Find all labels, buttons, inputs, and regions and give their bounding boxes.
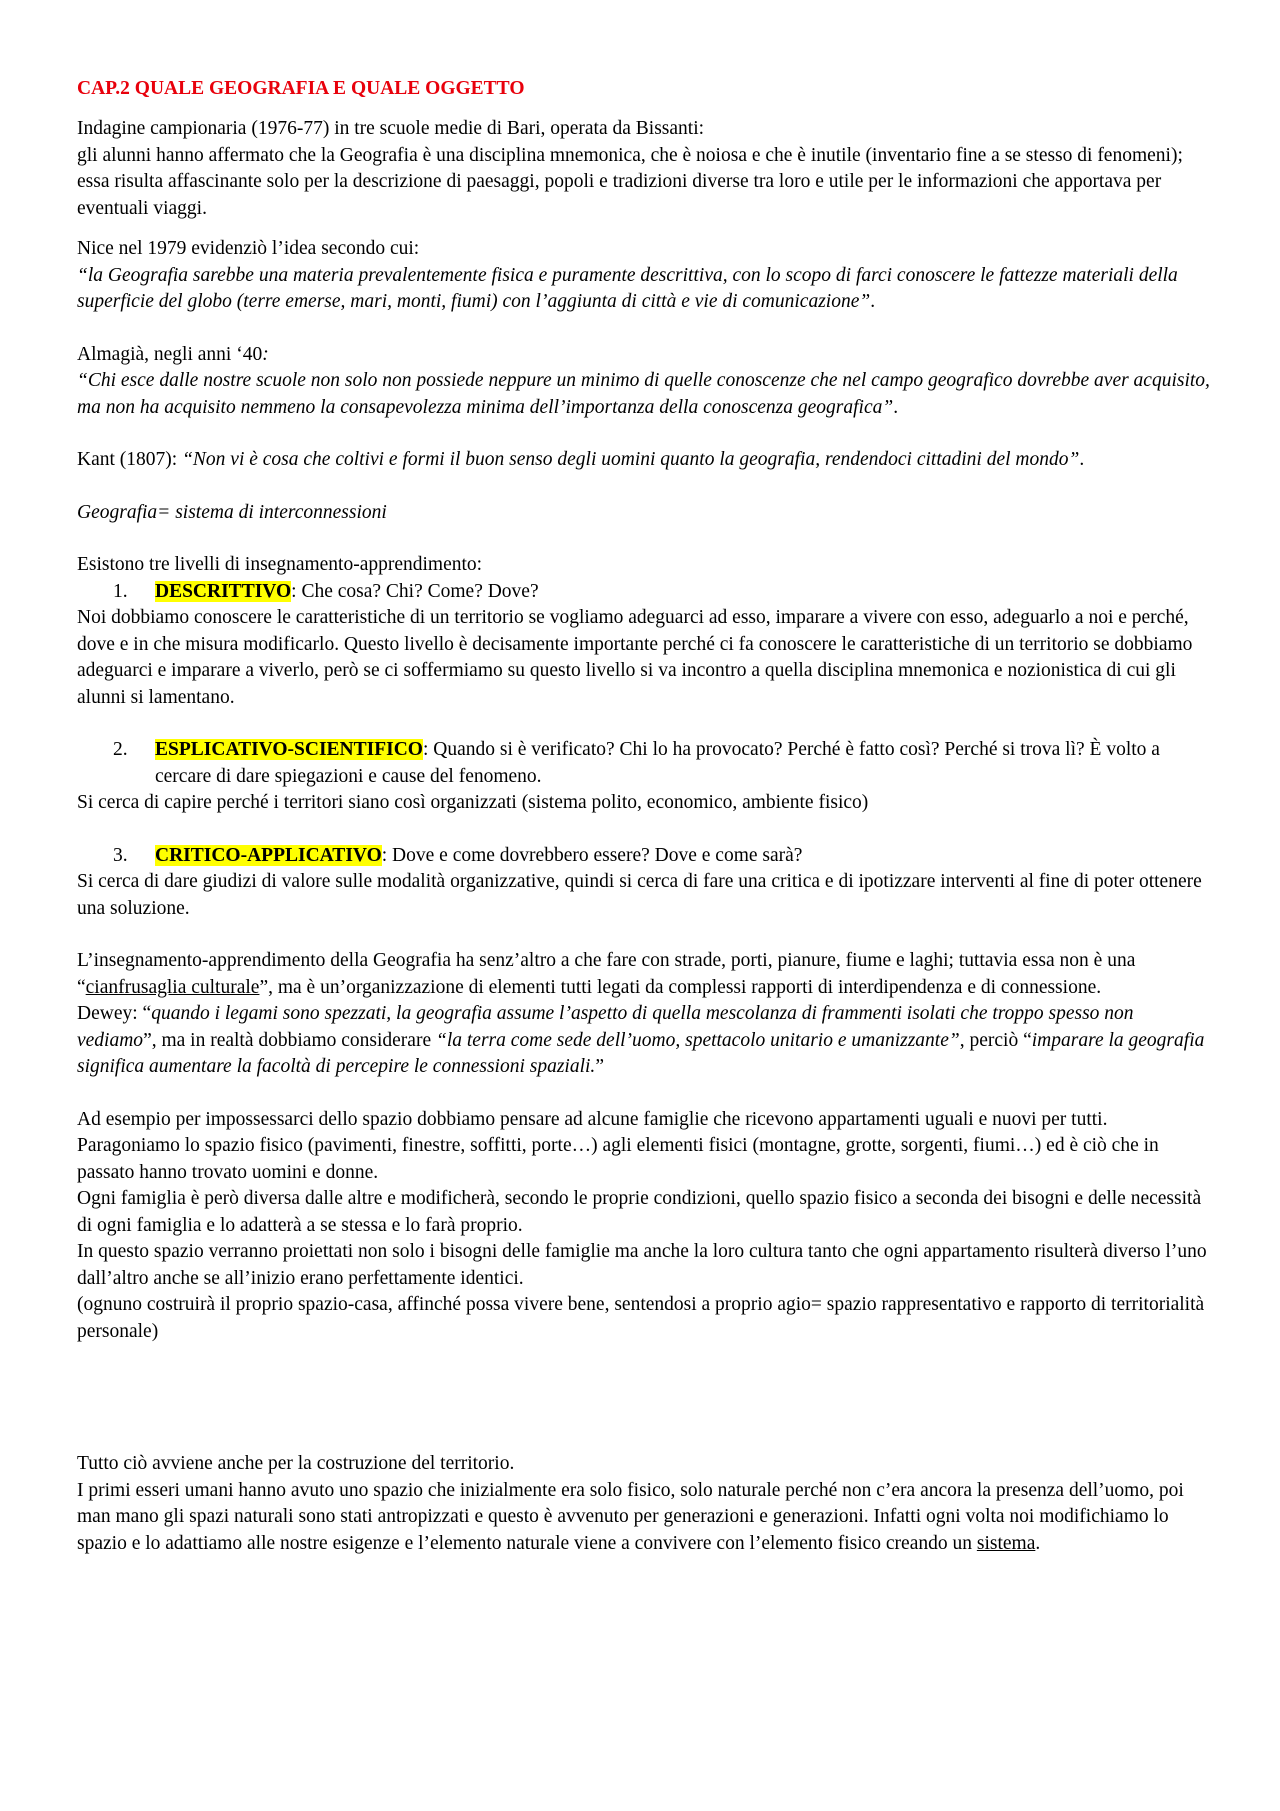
level-number: 1. bbox=[113, 580, 128, 602]
example-paragraph: (ognuno costruirà il proprio spazio-casa, affinché possa vivere bene, sentendosi a proprio agio= spazio rappresentativo e rapporto di territorialità personale) bbox=[77, 1294, 1205, 1342]
level-description: Noi dobbiamo conoscere le caratteristiche di un territorio se vogliamo adeguarci ad esso, imparare a vivere con esso, adeguarlo a noi e perché, dove e in che misura modificarlo. Questo livello è decisamente importante perché ci fa conoscere le caratteristiche di un territorio se dobbiamo adeguarci e imparare a viverlo, però se ci soffermiamo su questo livello si va incontro a quella disciplina mnemonica e nozionistica di cui gli alunni si lamentano. bbox=[77, 607, 1193, 708]
chapter-title: CAP.2 QUALE GEOGRAFIA E QUALE OGGETTO bbox=[77, 78, 525, 99]
levels-intro: Esistono tre livelli di insegnamento-apprendimento: bbox=[77, 554, 483, 575]
geography-definition: Geografia= sistema di interconnessioni bbox=[77, 501, 387, 523]
level-name-highlight: DESCRITTIVO bbox=[155, 580, 292, 602]
document-body bbox=[77, 76, 1212, 1557]
level-questions: : Che cosa? Chi? Come? Dove? bbox=[291, 580, 539, 602]
almagia-quote: “Chi esce dalle nostre scuole non solo non possiede neppure un minimo di quelle conoscenze che nel campo geografico dovrebbe aver acquisito, ma non ha acquisito nemmeno la consapevolezza minima dell’importanza della conoscenza geografica” bbox=[77, 370, 1210, 418]
teaching-paragraph: L’insegnamento-apprendimento della Geografia ha senz’altro a che fare con strade, porti, pianure, fiume e laghi; tuttavia essa non è una “cianfrusaglia culturale”, ma è un’organizzazione di elementi tutti legati da complessi rapporti di interdipendenza e di connessione. bbox=[77, 950, 1136, 998]
nice-intro: Nice nel 1979 evidenziò l’idea secondo cui: bbox=[77, 238, 420, 259]
level-name-highlight: CRITICO-APPLICATIVO bbox=[155, 844, 382, 866]
survey-result: gli alunni hanno affermato che la Geografia è una disciplina mnemonica, che è noiosa e che è inutile (inventario fine a se stesso di fenomeni); essa risulta affascinante solo per la descrizione di paesaggi, popoli e tradizioni diverse tra loro e utile per le informazioni che apportava per eventuali viaggi. bbox=[77, 144, 1183, 219]
level-number: 2. bbox=[113, 739, 128, 760]
underlined-term: sistema bbox=[976, 1532, 1036, 1554]
level-number: 3. bbox=[113, 844, 128, 866]
level-questions: : Dove e come dovrebbero essere? Dove e come sarà? bbox=[381, 844, 803, 866]
kant-quote: “Non vi è cosa che coltivi e formi il buon senso degli uomini quanto la geografia, rendendoci cittadini del mondo” bbox=[182, 449, 1080, 470]
level-description: Si cerca di capire perché i territori siano così organizzati (sistema polito, economico, ambiente fisico) bbox=[77, 792, 869, 813]
level-name-highlight: ESPLICATIVO-SCIENTIFICO bbox=[155, 739, 423, 760]
level-item bbox=[77, 737, 1212, 790]
example-paragraph: Ad esempio per impossessarci dello spazio dobbiamo pensare ad alcune famiglie che ricevono appartamenti uguali e nuovi per tutti. Paragoniamo lo spazio fisico (pavimenti, finestre, soffitti, porte…) agli elementi fisici (montagne, grotte, sorgenti, fiumi…) ed è ciò che in passato hanno trovato uomini e donne. bbox=[77, 1108, 1159, 1183]
level-item bbox=[77, 579, 1212, 606]
underlined-term: cianfrusaglia culturale bbox=[85, 976, 260, 998]
dewey-paragraph: Dewey: “quando i legami sono spezzati, la geografia assume l’aspetto di quella mescolanza di frammenti isolati che troppo spesso non vediamo”, ma in realtà dobbiamo considerare “la terra come sede dell’uomo, spettacolo unitario e umanizzante”, perciò “imparare la geografia significa aumentare la facoltà di percepire le connessioni spaziali.” bbox=[77, 1003, 1205, 1077]
almagia-intro: Almagià, negli anni ‘40: bbox=[77, 343, 269, 365]
level-questions: : Quando si è verificato? Chi lo ha provocato? Perché è fatto così? Perché si trova lì? È volto a cercare di dare spiegazioni e cause del fenomeno. bbox=[155, 739, 1160, 787]
almagia-quote-paragraph: “Chi esce dalle nostre scuole non solo non possiede neppure un minimo di quelle conoscenze che nel campo geografico dovrebbe aver acquisito, ma non ha acquisito nemmeno la consapevolezza minima dell’importanza della conoscenza geografica”. bbox=[77, 370, 1210, 418]
closing-intro: Tutto ciò avviene anche per la costruzione del territorio. bbox=[77, 1453, 515, 1474]
kant-paragraph: Kant (1807): “Non vi è cosa che coltivi e formi il buon senso degli uomini quanto la geografia, rendendoci cittadini del mondo”. bbox=[77, 449, 1085, 470]
example-paragraph: Ogni famiglia è però diversa dalle altre e modificherà, secondo le proprie condizioni, quello spazio fisico a seconda dei bisogni e delle necessità di ogni famiglia e lo adatterà a se stessa e lo farà proprio. bbox=[77, 1188, 1202, 1236]
nice-quote: “la Geografia sarebbe una materia prevalentemente fisica e puramente descrittiva, con lo scopo di farci conoscere le fattezze materiali della superficie del globo (terre emerse, mari, monti, fiumi) con l’aggiunta di città e vie di comunicazione” bbox=[77, 264, 1178, 312]
level-item bbox=[77, 843, 1212, 870]
example-paragraph: In questo spazio verranno proiettati non solo i bisogni delle famiglie ma anche la loro cultura tanto che ogni appartamento risulterà diverso l’uno dall’altro anche se all’inizio erano perfettamente identici. bbox=[77, 1241, 1207, 1289]
survey-intro: Indagine campionaria (1976-77) in tre scuole medie di Bari, operata da Bissanti: bbox=[77, 118, 705, 139]
nice-quote-paragraph: “la Geografia sarebbe una materia prevalentemente fisica e puramente descrittiva, con lo scopo di farci conoscere le fattezze materiali della superficie del globo (terre emerse, mari, monti, fiumi) con l’aggiunta di città e vie di comunicazione”. bbox=[77, 264, 1178, 312]
closing-paragraph: I primi esseri umani hanno avuto uno spazio che inizialmente era solo fisico, solo naturale perché non c’era ancora la presenza dell’uomo, poi man mano gli spazi naturali sono stati antropizzati e questo è avvenuto per generazioni e generazioni. Infatti ogni volta noi modifichiamo lo spazio e lo adattiamo alle nostre esigenze e l’elemento naturale viene a convivere con l’elemento fisico creando un sistema. bbox=[77, 1479, 1184, 1554]
level-description: Si cerca di dare giudizi di valore sulle modalità organizzative, quindi si cerca di fare una critica e di ipotizzare interventi al fine di poter ottenere una soluzione. bbox=[77, 871, 1202, 919]
